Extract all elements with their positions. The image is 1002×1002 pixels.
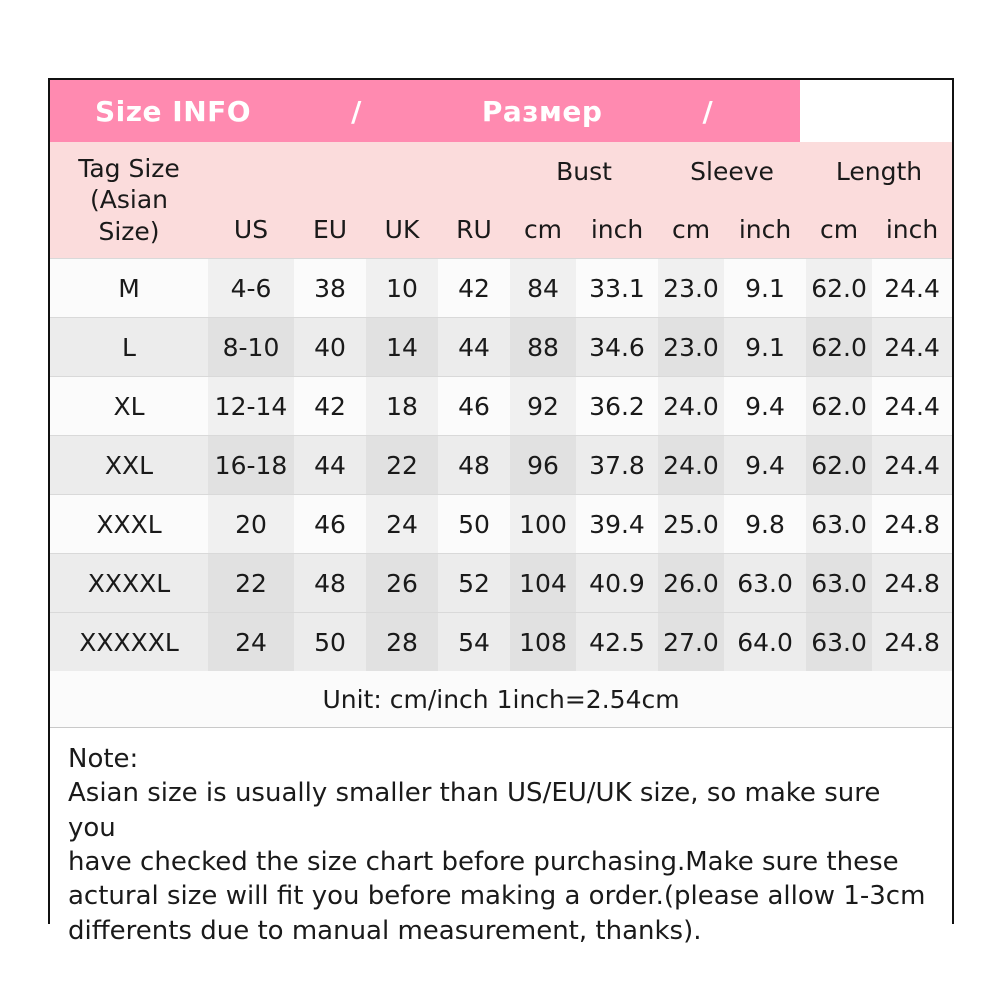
cell-sleeve-cm: 26.0 <box>658 554 724 613</box>
cell-sleeve-cm: 25.0 <box>658 495 724 554</box>
header-group-sleeve: Sleeve <box>658 142 806 200</box>
cell-bust-inch: 39.4 <box>589 509 645 539</box>
header-tag-size-line2: (Asian <box>90 185 168 215</box>
cell-sleeve-cm: 23.0 <box>658 318 724 377</box>
cell-bust-cm: 104 <box>510 554 576 613</box>
cell-eu: 38 <box>314 273 346 303</box>
cell-sleeve-inch: 9.1 <box>745 273 785 303</box>
cell-length-inch: 24.4 <box>884 332 940 362</box>
cell-bust-inch: 37.8 <box>589 450 645 480</box>
cell-bust-cm: 108 <box>510 613 576 672</box>
cell-length-cm: 62.0 <box>806 259 872 318</box>
cell-ru: 54 <box>458 627 490 657</box>
header-sleeve-inch: inch <box>724 200 806 259</box>
header-group-length: Length <box>806 142 952 200</box>
cell-eu: 48 <box>314 568 346 598</box>
cell-ru: 48 <box>458 450 490 480</box>
banner-separator-1: / <box>351 94 362 128</box>
banner-white-cutout <box>800 80 952 142</box>
cell-sleeve-cm: 27.0 <box>658 613 724 672</box>
cell-tag-size: XXXL <box>96 509 162 539</box>
cell-length-cm: 62.0 <box>806 318 872 377</box>
unit-note-row <box>50 671 952 727</box>
cell-length-inch: 24.8 <box>884 568 940 598</box>
header-bust-cm: cm <box>510 200 576 259</box>
cell-us: 4-6 <box>208 259 294 318</box>
cell-sleeve-cm: 23.0 <box>658 259 724 318</box>
cell-ru: 50 <box>458 509 490 539</box>
cell-eu: 40 <box>314 332 346 362</box>
cell-ru: 42 <box>458 273 490 303</box>
cell-eu: 50 <box>314 627 346 657</box>
header-bust-inch: inch <box>576 200 658 259</box>
note-block <box>50 727 952 958</box>
note-line-1: Asian size is usually smaller than US/EU/UK size, so make sure you <box>68 778 881 843</box>
header-length-inch: inch <box>872 200 952 259</box>
cell-us: 20 <box>208 495 294 554</box>
cell-us: 22 <box>208 554 294 613</box>
header-eu: EU <box>294 200 366 259</box>
cell-length-inch: 24.8 <box>884 627 940 657</box>
cell-length-cm: 63.0 <box>806 495 872 554</box>
cell-bust-inch: 40.9 <box>589 568 645 598</box>
cell-tag-size: XXL <box>104 450 154 480</box>
cell-sleeve-inch: 9.1 <box>745 332 785 362</box>
cell-bust-inch: 33.1 <box>589 273 645 303</box>
cell-length-inch: 24.4 <box>884 391 940 421</box>
unit-note: Unit: cm/inch 1inch=2.54cm <box>50 671 952 727</box>
cell-uk: 14 <box>366 318 438 377</box>
cell-bust-cm: 84 <box>510 259 576 318</box>
cell-uk: 22 <box>366 436 438 495</box>
table-group-header-row <box>50 142 952 200</box>
cell-uk: 10 <box>366 259 438 318</box>
cell-uk: 26 <box>366 554 438 613</box>
header-tag-size <box>50 142 208 259</box>
cell-eu: 42 <box>314 391 346 421</box>
cell-us: 16-18 <box>208 436 294 495</box>
cell-bust-inch: 36.2 <box>589 391 645 421</box>
cell-uk: 28 <box>366 613 438 672</box>
table-row <box>50 318 952 377</box>
table-row <box>50 495 952 554</box>
note-title: Note: <box>68 744 139 774</box>
cell-bust-inch: 42.5 <box>589 627 645 657</box>
cell-tag-size: L <box>122 332 136 362</box>
note-line-2: have checked the size chart before purchasing.Make sure these <box>68 846 899 877</box>
cell-sleeve-inch: 64.0 <box>737 627 793 657</box>
table-row <box>50 613 952 672</box>
header-spacer-uk <box>366 142 438 200</box>
size-table <box>50 142 952 727</box>
header-group-bust: Bust <box>510 142 658 200</box>
cell-sleeve-cm: 24.0 <box>658 377 724 436</box>
banner-label-ru: Размер <box>481 94 603 128</box>
header-spacer-ru <box>438 142 510 200</box>
cell-tag-size: M <box>118 273 140 303</box>
header-tag-size-line3: Size) <box>98 216 160 246</box>
note-line-3: actural size will fit you before making a order.(please allow 1-3cm <box>68 881 926 912</box>
banner-separator-2: / <box>702 94 714 128</box>
cell-uk: 18 <box>366 377 438 436</box>
cell-bust-inch: 34.6 <box>589 332 645 362</box>
banner <box>50 80 952 142</box>
header-length-cm: cm <box>806 200 872 259</box>
cell-sleeve-cm: 24.0 <box>658 436 724 495</box>
cell-eu: 44 <box>314 450 346 480</box>
cell-tag-size: XXXXXL <box>79 627 179 657</box>
cell-length-inch: 24.8 <box>884 509 940 539</box>
header-spacer-us <box>208 142 294 200</box>
cell-sleeve-inch: 9.4 <box>745 391 785 421</box>
note-line-4: differents due to manual measurement, thanks). <box>68 915 702 946</box>
header-tag-size-line1: Tag Size <box>78 154 180 184</box>
cell-bust-cm: 96 <box>510 436 576 495</box>
cell-length-inch: 24.4 <box>884 450 940 480</box>
size-chart-frame <box>48 78 954 946</box>
cell-us: 8-10 <box>208 318 294 377</box>
cell-ru: 46 <box>458 391 490 421</box>
banner-label-en: Size INFO <box>95 94 252 128</box>
header-ru: RU <box>438 200 510 259</box>
cell-tag-size: XXXXL <box>87 568 171 598</box>
cell-bust-cm: 92 <box>510 377 576 436</box>
cell-length-cm: 62.0 <box>806 377 872 436</box>
table-row <box>50 436 952 495</box>
cell-sleeve-inch: 9.8 <box>745 509 785 539</box>
table-row <box>50 259 952 318</box>
cell-tag-size: XL <box>113 391 145 421</box>
table-row <box>50 554 952 613</box>
cell-eu: 46 <box>314 509 346 539</box>
header-uk: UK <box>366 200 438 259</box>
cell-ru: 52 <box>458 568 490 598</box>
header-us: US <box>208 200 294 259</box>
header-spacer-eu <box>294 142 366 200</box>
cell-length-cm: 62.0 <box>806 436 872 495</box>
cell-us: 12-14 <box>208 377 294 436</box>
cell-sleeve-inch: 63.0 <box>737 568 793 598</box>
cell-length-cm: 63.0 <box>806 613 872 672</box>
table-row <box>50 377 952 436</box>
cell-bust-cm: 100 <box>510 495 576 554</box>
cell-us: 24 <box>208 613 294 672</box>
cell-sleeve-inch: 9.4 <box>745 450 785 480</box>
header-sleeve-cm: cm <box>658 200 724 259</box>
cell-uk: 24 <box>366 495 438 554</box>
cell-length-inch: 24.4 <box>884 273 940 303</box>
cell-bust-cm: 88 <box>510 318 576 377</box>
cell-ru: 44 <box>458 332 490 362</box>
cell-length-cm: 63.0 <box>806 554 872 613</box>
